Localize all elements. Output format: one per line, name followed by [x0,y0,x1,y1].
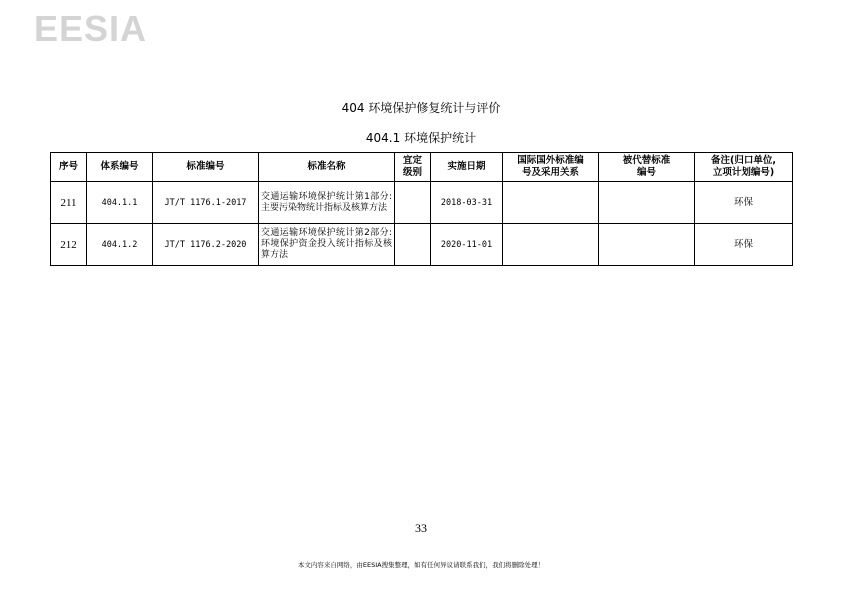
table-row [51,182,793,224]
header-date: 实施日期 [431,153,503,182]
header-level-line1: 宜定 [402,155,422,166]
header-intl [503,153,599,182]
header-std-name: 标准名称 [259,153,395,182]
cell-intl [503,182,599,224]
footer-disclaimer: 本文内容来自网络，由EESIA搜集整理，如有任何异议请联系我们，我们将删除处理！ [297,561,545,569]
cell-level [395,182,431,224]
cell-seq: 212 [51,224,87,266]
header-remark-line2: 立项计划编号) [712,167,775,178]
header-level [395,153,431,182]
cell-std-no: JT/T 1176.1-2017 [153,182,259,224]
cell-std-no: JT/T 1176.2-2020 [153,224,259,266]
header-std-no: 标准编号 [153,153,259,182]
standards-table [50,152,793,266]
table-header-row [51,153,793,182]
cell-replaced [599,224,695,266]
header-system-no: 体系编号 [87,153,153,182]
header-remark [695,153,793,182]
header-intl-line2: 号及采用关系 [521,167,579,178]
cell-std-name: 交通运输环境保护统计第2部分:环境保护资金投入统计指标及核算方法 [259,224,395,266]
cell-remark: 环保 [695,182,793,224]
cell-replaced [599,182,695,224]
eesia-logo: EESIA [34,8,148,49]
cell-date: 2018-03-31 [431,182,503,224]
cell-system-no: 404.1.2 [87,224,153,266]
cell-intl [503,224,599,266]
table-row [51,224,793,266]
header-seq: 序号 [51,153,87,182]
cell-std-name: 交通运输环境保护统计第1部分:主要污染物统计指标及核算方法 [259,182,395,224]
header-replaced-line2: 编号 [636,167,656,178]
cell-remark: 环保 [695,224,793,266]
subsection-title: 404.1 环境保护统计 [365,131,477,145]
cell-date: 2020-11-01 [431,224,503,266]
header-replaced-line1: 被代替标准 [622,155,671,166]
header-replaced [599,153,695,182]
cell-seq: 211 [51,182,87,224]
header-level-line2: 级别 [402,167,422,178]
section-title: 404 环境保护修复统计与评价 [341,101,501,115]
page-number: 33 [415,521,427,535]
header-intl-line1: 国际国外标准编 [517,155,584,166]
cell-system-no: 404.1.1 [87,182,153,224]
cell-level [395,224,431,266]
header-remark-line1: 备注(归口单位, [711,155,776,166]
